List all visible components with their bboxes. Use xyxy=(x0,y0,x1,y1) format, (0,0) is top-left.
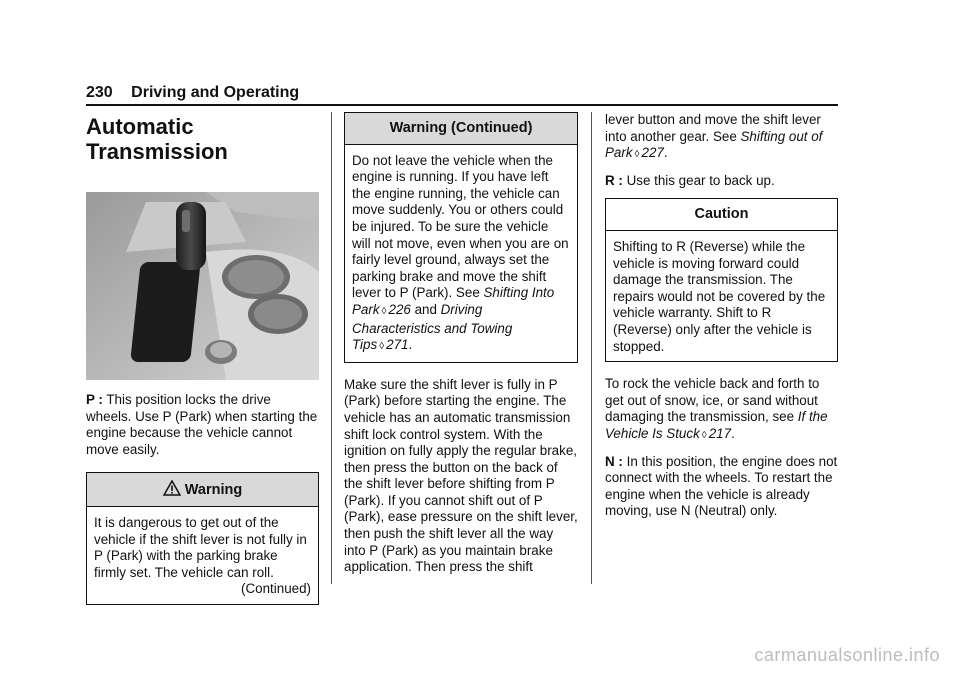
xref-page[interactable]: 227 xyxy=(641,145,664,161)
warning-body: It is dangerous to get out of the vehicle if the shift lever is not fully in P (Park) with the parking brake firmly set. The vehicle can roll. (Continued) xyxy=(94,514,311,597)
warning-heading: Warning xyxy=(87,473,318,507)
column-1 xyxy=(86,112,319,619)
park-description: P : This position locks the drive wheels. Use P (Park) when starting the engine because the vehicle cannot move easily. xyxy=(86,392,318,457)
header-rule xyxy=(86,104,838,106)
page-number: 230 xyxy=(86,84,113,101)
warning-continued-heading: Warning (Continued) xyxy=(345,113,577,145)
xref-link[interactable]: Shifting Into Park xyxy=(352,285,555,317)
page-title: Automatic Transmission xyxy=(86,114,228,164)
column-divider xyxy=(591,112,592,584)
caution-heading: Caution xyxy=(606,199,837,231)
rocking-paragraph: To rock the vehicle back and forth to get out of snow, ice, or sand without damaging the transmission, see If the Vehicle Is Stuck ◊ 217. xyxy=(605,376,828,441)
watermark: carmanualsonline.info xyxy=(754,645,940,665)
page-header xyxy=(86,84,299,102)
xref-link[interactable]: Shifting out of Park xyxy=(605,128,823,161)
xref-page[interactable]: 271 xyxy=(386,337,409,353)
column-3 xyxy=(605,112,838,529)
xref-arrow-icon: ◊ xyxy=(379,341,385,353)
xref-link[interactable]: If the Vehicle Is Stuck xyxy=(605,409,828,441)
warning-continued-box xyxy=(344,112,578,363)
xref-arrow-icon: ◊ xyxy=(381,305,387,317)
section-title: Driving and Operating xyxy=(131,84,300,101)
column-divider xyxy=(331,112,332,584)
xref-page[interactable]: 217 xyxy=(708,425,732,441)
caution-box xyxy=(605,198,838,362)
xref-arrow-icon: ◊ xyxy=(701,429,707,441)
caution-body: Shifting to R (Reverse) while the vehicle is moving forward could damage the transmission. The repairs would not be covered by the vehicle warranty. Shift to R (Reverse) only after the vehicle is stopped. xyxy=(613,238,826,354)
continued-label: (Continued) xyxy=(241,581,311,597)
xref-page[interactable]: 226 xyxy=(388,301,411,317)
shift-lock-paragraph: Make sure the shift lever is fully in P (Park) before starting the engine. The vehicle has an automatic transmission shift lock control system. With the ignition on fully apply the regular brake, then press the button on the back of the shift lever before shifting from P (Park). If you cannot shift out of P (Park), ease pressure on the shift lever, then push the shift lever all the way into P (Park) as you maintain brake application. Then press the shift xyxy=(344,376,578,575)
warning-continued-body: Do not leave the vehicle when the engine is running. If you have left the engine running, the vehicle can move suddenly. You or others could be injured. To be sure the vehicle will not move, even when you are on fairly level ground, always set the parking brake and move the shift lever to P (Park). See Shifting Into Park ◊ 226 and Driving Characteristics and Towing Tips ◊ 271. xyxy=(352,152,569,353)
xref-arrow-icon: ◊ xyxy=(634,149,640,161)
reverse-description: R : Use this gear to back up. xyxy=(605,172,775,188)
warning-box xyxy=(86,472,319,605)
neutral-description: N : In this position, the engine does not connect with the wheels. To restart the engine when the vehicle is already moving, use N (Neutral) only. xyxy=(605,453,838,519)
continued-paragraph: lever button and move the shift lever into another gear. See Shifting out of Park ◊ 227. xyxy=(605,112,823,161)
warning-icon xyxy=(163,480,181,496)
xref-link[interactable]: Driving Characteristics and Towing Tips xyxy=(352,301,513,353)
column-2 xyxy=(344,112,578,585)
shift-lever-photo xyxy=(86,192,319,380)
